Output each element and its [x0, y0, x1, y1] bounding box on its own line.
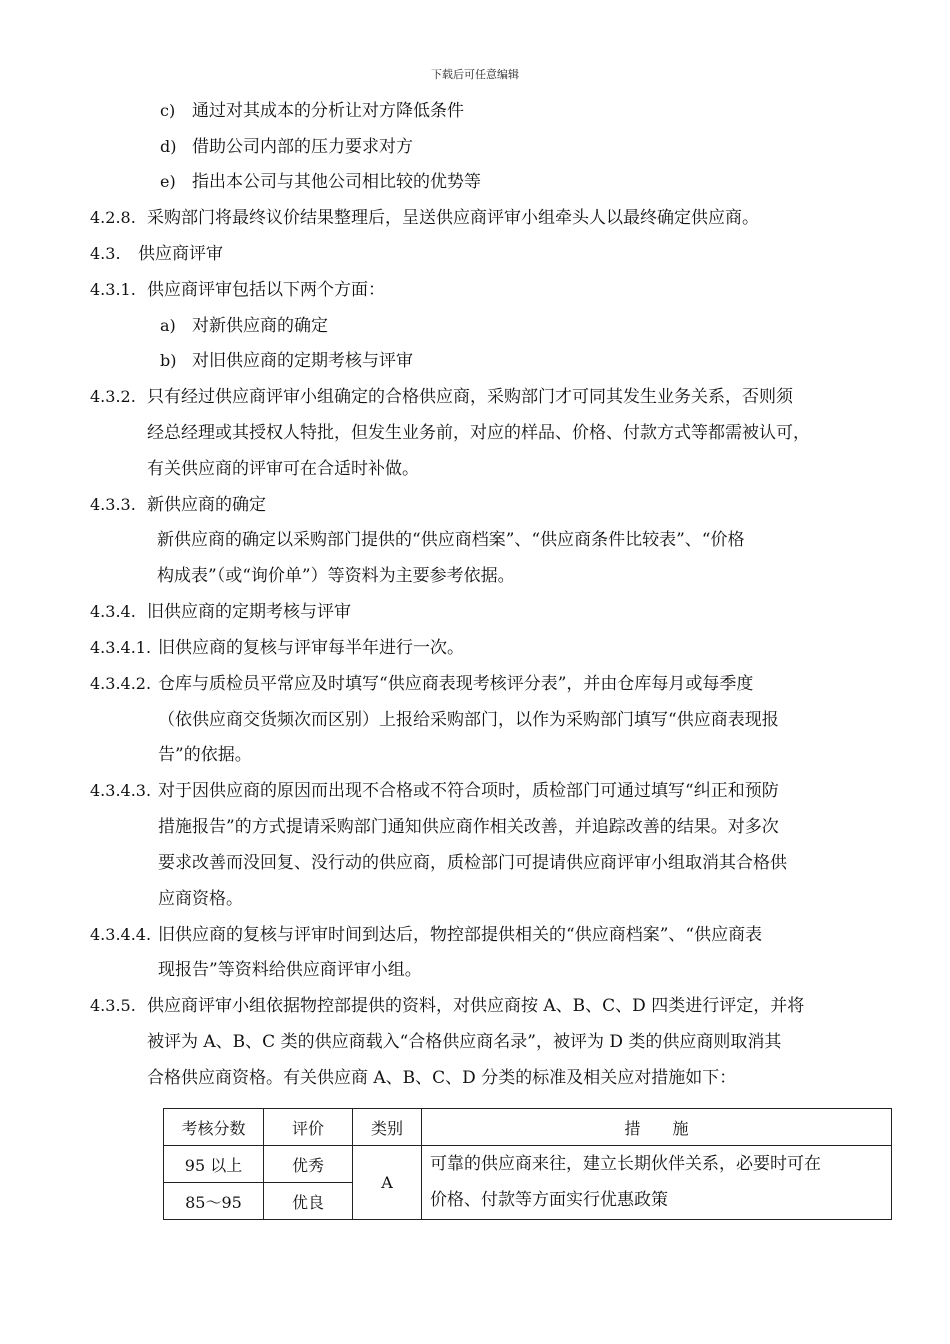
rating-cell: 优良: [264, 1183, 353, 1220]
section-text-line: 仓库与质检员平常应及时填写“供应商表现考核评分表”，并由仓库每月或每季度: [158, 674, 754, 694]
section-text: 旧供应商的复核与评审每半年进行一次。: [158, 638, 464, 658]
section-heading: 旧供应商的定期考核与评审: [147, 602, 351, 622]
section-text-line: 告”的依据。: [158, 745, 252, 765]
list-marker: b): [160, 351, 177, 370]
section-text-line: 现报告”等资料给供应商评审小组。: [158, 960, 422, 980]
section-text-line: 被评为 A、B、C 类的供应商载入“合格供应商名录”，被评为 D 类的供应商则取消其: [147, 1032, 782, 1052]
table-header-cell: 类别: [353, 1109, 422, 1146]
supplier-classification-table: [163, 1108, 892, 1220]
section-number: 4.3.2.: [90, 387, 136, 406]
section-number: 4.3.4.1.: [90, 638, 152, 657]
list-item: 对新供应商的确定: [192, 316, 328, 336]
section-text-line: 经总经理或其授权人特批，但发生业务前，对应的样品、价格、付款方式等都需被认可，: [147, 423, 810, 443]
section-text-line: 旧供应商的复核与评审时间到达后，物控部提供相关的“供应商档案”、“供应商表: [158, 925, 763, 945]
section-text-line: 合格供应商资格。有关供应商 A、B、C、D 分类的标准及相关应对措施如下：: [147, 1068, 737, 1088]
section-number: 4.3.4.4.: [90, 925, 152, 944]
measure-line: 价格、付款等方面实行优惠政策: [430, 1190, 668, 1210]
list-item: 指出本公司与其他公司相比较的优势等: [192, 172, 481, 192]
list-marker: e): [160, 172, 176, 191]
list-marker: c): [160, 101, 176, 120]
section-text-line: 措施报告”的方式提请采购部门通知供应商作相关改善，并追踪改善的结果。对多次: [158, 817, 779, 837]
list-item: 通过对其成本的分析让对方降低条件: [192, 101, 464, 121]
score-cell: 95 以上: [164, 1146, 264, 1183]
rating-cell: 优秀: [264, 1146, 353, 1183]
section-text-line: 供应商评审小组依据物控部提供的资料，对供应商按 A、B、C、D 四类进行评定，并将: [147, 996, 805, 1016]
section-number: 4.3.4.: [90, 602, 136, 621]
list-marker: a): [160, 316, 176, 335]
section-number: 4.3.3.: [90, 495, 136, 514]
score-cell: 85～95: [164, 1183, 264, 1220]
section-number: 4.3.4.2.: [90, 674, 152, 693]
category-cell: A: [353, 1146, 422, 1220]
section-text-line: 应商资格。: [158, 889, 243, 909]
table-header-cell: 评价: [264, 1109, 353, 1146]
table-header-cell: 考核分数: [164, 1109, 264, 1146]
section-text-line: 构成表”（或“询价单”）等资料为主要参考依据。: [157, 566, 515, 586]
section-number: 4.3.5.: [90, 996, 136, 1015]
list-marker: d): [160, 137, 177, 156]
section-heading: 新供应商的确定: [147, 495, 266, 515]
section-number: 4.3.: [90, 244, 121, 263]
section-text: 供应商评审包括以下两个方面：: [147, 280, 385, 300]
section-heading: 供应商评审: [138, 244, 223, 264]
section-text-line: 对于因供应商的原因而出现不合格或不符合项时，质检部门可通过填写“纠正和预防: [158, 781, 779, 801]
table-header-cell: 措 施: [422, 1109, 892, 1146]
measure-cell: [422, 1146, 892, 1220]
section-text-line: （依供应商交货频次而区别）上报给采购部门，以作为采购部门填写“供应商表现报: [158, 710, 779, 730]
section-text-line: 有关供应商的评审可在合适时补做。: [147, 459, 419, 479]
section-text: 采购部门将最终议价结果整理后，呈送供应商评审小组牵头人以最终确定供应商。: [147, 208, 759, 228]
list-item: 借助公司内部的压力要求对方: [192, 137, 413, 157]
section-text-line: 新供应商的确定以采购部门提供的“供应商档案”、“供应商条件比较表”、“价格: [157, 530, 745, 550]
list-item: 对旧供应商的定期考核与评审: [192, 351, 413, 371]
page-header-note: 下载后可任意编辑: [431, 68, 519, 81]
table-row: [164, 1146, 892, 1183]
section-number: 4.2.8.: [90, 208, 136, 227]
table-header-row: [164, 1109, 892, 1146]
section-number: 4.3.1.: [90, 280, 136, 299]
measure-line: 可靠的供应商来往，建立长期伙伴关系，必要时可在: [430, 1154, 821, 1174]
section-number: 4.3.4.3.: [90, 781, 152, 800]
section-text-line: 要求改善而没回复、没行动的供应商，质检部门可提请供应商评审小组取消其合格供: [158, 853, 787, 873]
section-text-line: 只有经过供应商评审小组确定的合格供应商，采购部门才可同其发生业务关系，否则须: [147, 387, 793, 407]
